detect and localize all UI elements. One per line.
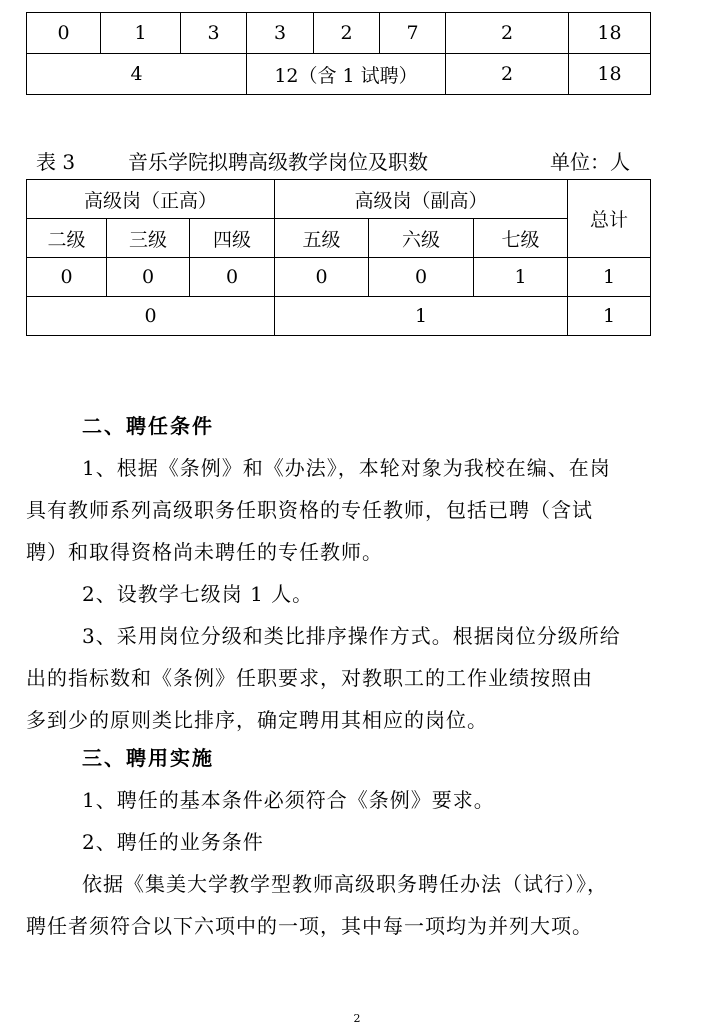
header-level: 七级	[474, 219, 568, 258]
paragraph-line: 依据《集美大学教学型教师高级职务聘任办法（试行）》，	[82, 872, 608, 896]
header-level: 五级	[275, 219, 369, 258]
table-cell: 1	[275, 297, 568, 336]
table-row	[27, 180, 651, 219]
paragraph-line: 2、聘任的业务条件	[82, 830, 264, 854]
table3	[26, 179, 651, 336]
table-cell: 4	[27, 54, 247, 95]
table-row	[27, 258, 651, 297]
paragraph-line: 出的指标数和《条例》任职要求，对教职工的工作业绩按照由	[26, 666, 593, 690]
table-cell: 1	[568, 297, 651, 336]
table-cell: 1	[101, 13, 181, 54]
header-senior-associate: 高级岗（副高）	[275, 180, 568, 219]
paragraph-line: 1、聘任的基本条件必须符合《条例》要求。	[82, 788, 495, 812]
paragraph-line: 多到少的原则类比排序，确定聘用其相应的岗位。	[26, 708, 488, 732]
header-level: 二级	[27, 219, 107, 258]
header-level: 六级	[369, 219, 474, 258]
header-total: 总计	[568, 180, 651, 258]
table-cell: 3	[247, 13, 314, 54]
section-heading: 三、聘用实施	[82, 746, 214, 770]
table-cell: 0	[107, 258, 190, 297]
table-cell: 0	[369, 258, 474, 297]
table-row	[27, 13, 651, 54]
paragraph-line: 聘任者须符合以下六项中的一项，其中每一项均为并列大项。	[26, 914, 593, 938]
paragraph-line: 3、采用岗位分级和类比排序操作方式。根据岗位分级所给	[82, 624, 621, 648]
paragraph-line: 聘）和取得资格尚未聘任的专任教师。	[26, 540, 383, 564]
table-cell: 0	[27, 13, 101, 54]
header-senior-full: 高级岗（正高）	[27, 180, 275, 219]
section-heading: 二、聘任条件	[82, 414, 214, 438]
table-cell: 2	[314, 13, 380, 54]
paragraph-line: 2、设教学七级岗 1 人。	[82, 582, 314, 606]
table-row	[27, 54, 651, 95]
table-cell: 18	[569, 13, 651, 54]
table-cell: 7	[380, 13, 446, 54]
table-cell: 0	[27, 297, 275, 336]
table3-caption	[36, 146, 640, 176]
paragraph-line: 具有教师系列高级职务任职资格的专任教师，包括已聘（含试	[26, 498, 593, 522]
table3-title: 音乐学院拟聘高级教学岗位及职数	[128, 150, 428, 174]
table3-number: 表 3	[36, 150, 76, 174]
header-level: 四级	[190, 219, 275, 258]
table-row	[27, 297, 651, 336]
table-cell: 0	[275, 258, 369, 297]
header-level: 三级	[107, 219, 190, 258]
table-cell: 12（含 1 试聘）	[247, 54, 446, 95]
page-number: 2	[353, 1012, 361, 1025]
table-cell: 0	[27, 258, 107, 297]
table3-unit: 单位：人	[550, 150, 630, 174]
table-cell: 3	[181, 13, 247, 54]
table-cell: 2	[446, 13, 569, 54]
paragraph-line: 1、根据《条例》和《办法》，本轮对象为我校在编、在岗	[82, 456, 611, 480]
table-row	[27, 219, 651, 258]
table-cell: 0	[190, 258, 275, 297]
table-cell: 1	[474, 258, 568, 297]
table-cell: 1	[568, 258, 651, 297]
table-cell: 18	[569, 54, 651, 95]
table-cell: 2	[446, 54, 569, 95]
table-top-continued	[26, 12, 651, 95]
